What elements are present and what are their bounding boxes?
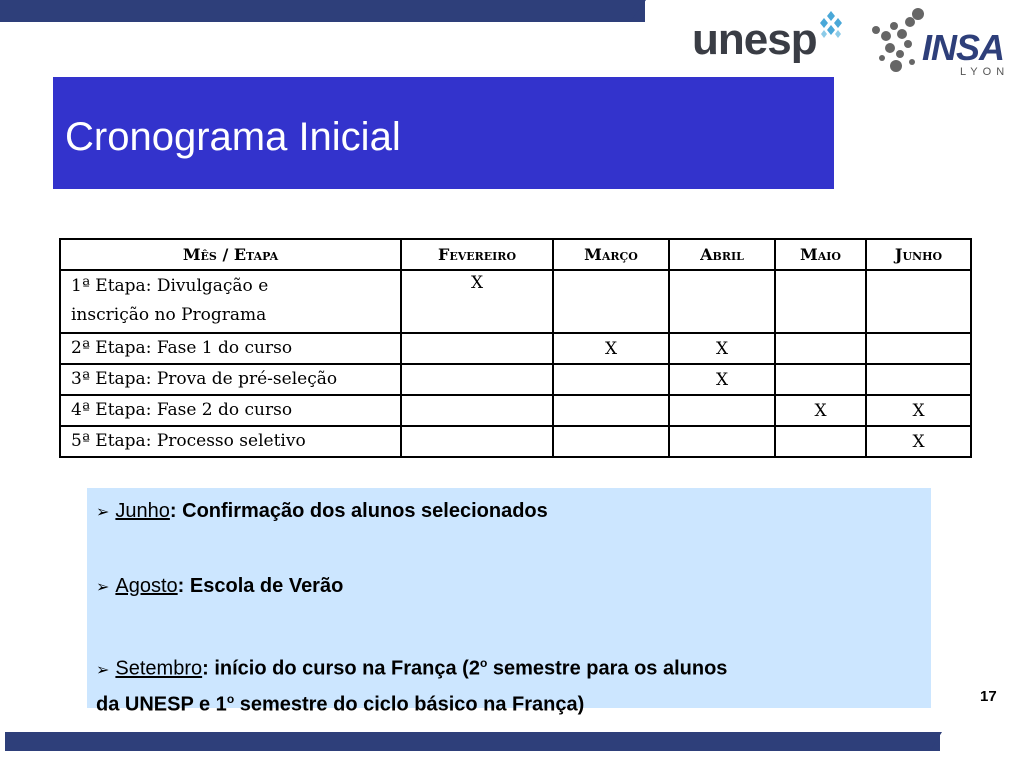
bottom-decorative-bar-edge bbox=[930, 732, 942, 751]
page-number: 17 bbox=[980, 688, 997, 705]
mark-cell bbox=[775, 270, 866, 333]
mark-cell bbox=[401, 426, 553, 457]
mark-cell bbox=[401, 395, 553, 426]
mark-cell bbox=[553, 270, 669, 333]
table-header-row bbox=[60, 239, 971, 270]
mark-cell bbox=[669, 270, 775, 333]
ordinal-superscript: o bbox=[226, 691, 235, 706]
info-separator: : bbox=[169, 500, 183, 522]
arrow-bullet-icon: ➢ bbox=[96, 579, 110, 596]
mark-cell bbox=[775, 333, 866, 364]
mark-cell bbox=[401, 333, 553, 364]
column-header-stage: Mês / Etapa bbox=[60, 239, 401, 270]
mark-cell bbox=[866, 333, 971, 364]
mark-cell bbox=[553, 395, 669, 426]
mark-cell bbox=[866, 364, 971, 395]
mark-cell: X bbox=[553, 333, 669, 364]
insa-logo-text: INSA bbox=[922, 27, 1005, 68]
stage-cell: 2ª Etapa: Fase 1 do curso bbox=[60, 333, 401, 364]
title-banner bbox=[53, 77, 834, 189]
stage-cell: 5ª Etapa: Processo seletivo bbox=[60, 426, 401, 457]
info-month: Junho bbox=[115, 500, 170, 522]
stage-cell: 3ª Etapa: Prova de pré-seleção bbox=[60, 364, 401, 395]
mark-cell bbox=[553, 426, 669, 457]
info-description-part-d: semestre do ciclo básico na França) bbox=[234, 693, 585, 716]
mark-cell: X bbox=[866, 426, 971, 457]
column-header-april: Abril bbox=[669, 239, 775, 270]
slide-title: Cronograma Inicial bbox=[65, 115, 401, 159]
stage-cell: 4ª Etapa: Fase 2 do curso bbox=[60, 395, 401, 426]
mark-cell bbox=[866, 270, 971, 333]
table-row bbox=[60, 395, 971, 426]
column-header-june: Junho bbox=[866, 239, 971, 270]
mark-cell bbox=[775, 364, 866, 395]
top-decorative-bar-edge bbox=[630, 0, 646, 22]
arrow-bullet-icon: ➢ bbox=[96, 661, 110, 679]
info-box bbox=[87, 488, 931, 716]
schedule-table bbox=[59, 238, 972, 458]
mark-cell: X bbox=[669, 364, 775, 395]
mark-cell bbox=[669, 426, 775, 457]
info-description-part-c: da UNESP e 1 bbox=[96, 693, 227, 716]
info-description-part-b: semestre para os alunos bbox=[487, 657, 728, 680]
column-header-may: Maio bbox=[775, 239, 866, 270]
insa-lyon-logo bbox=[868, 6, 1018, 82]
info-line-1 bbox=[96, 649, 727, 685]
table-row bbox=[60, 364, 971, 395]
insa-logo-subtitle: LYON bbox=[960, 66, 1010, 78]
info-item-august bbox=[96, 572, 343, 602]
mark-cell: X bbox=[401, 270, 553, 333]
mark-cell: X bbox=[775, 395, 866, 426]
unesp-logo-text: unesp bbox=[692, 15, 817, 64]
table-row bbox=[60, 270, 971, 333]
ordinal-superscript: o bbox=[479, 656, 488, 670]
info-separator: : bbox=[177, 575, 190, 597]
top-decorative-bar bbox=[0, 0, 645, 22]
mark-cell: X bbox=[669, 333, 775, 364]
mark-cell bbox=[669, 395, 775, 426]
mark-cell bbox=[553, 364, 669, 395]
bottom-decorative-bar bbox=[5, 732, 940, 751]
info-description: Escola de Verão bbox=[189, 575, 344, 597]
info-separator: : bbox=[202, 657, 215, 680]
info-description-part-a: início do curso na França (2 bbox=[214, 657, 480, 680]
stage-label-line2: inscrição no Programa bbox=[71, 305, 267, 325]
mark-cell: X bbox=[866, 395, 971, 426]
info-month: Agosto bbox=[115, 575, 178, 597]
column-header-february: Fevereiro bbox=[401, 239, 553, 270]
table-row bbox=[60, 426, 971, 457]
info-description: Confirmação dos alunos selecionados bbox=[182, 500, 548, 522]
stage-cell bbox=[60, 270, 401, 333]
mark-cell bbox=[401, 364, 553, 395]
mark-cell bbox=[775, 426, 866, 457]
diamond-cluster-icon bbox=[816, 10, 846, 40]
info-item-september bbox=[96, 649, 727, 718]
arrow-bullet-icon: ➢ bbox=[96, 504, 110, 521]
info-item-june bbox=[96, 497, 548, 527]
info-month: Setembro bbox=[115, 657, 203, 680]
info-line-2 bbox=[96, 685, 727, 719]
unesp-logo bbox=[688, 10, 853, 64]
column-header-march: Março bbox=[553, 239, 669, 270]
stage-label-line1: 1ª Etapa: Divulgação e bbox=[71, 276, 269, 296]
table-row bbox=[60, 333, 971, 364]
